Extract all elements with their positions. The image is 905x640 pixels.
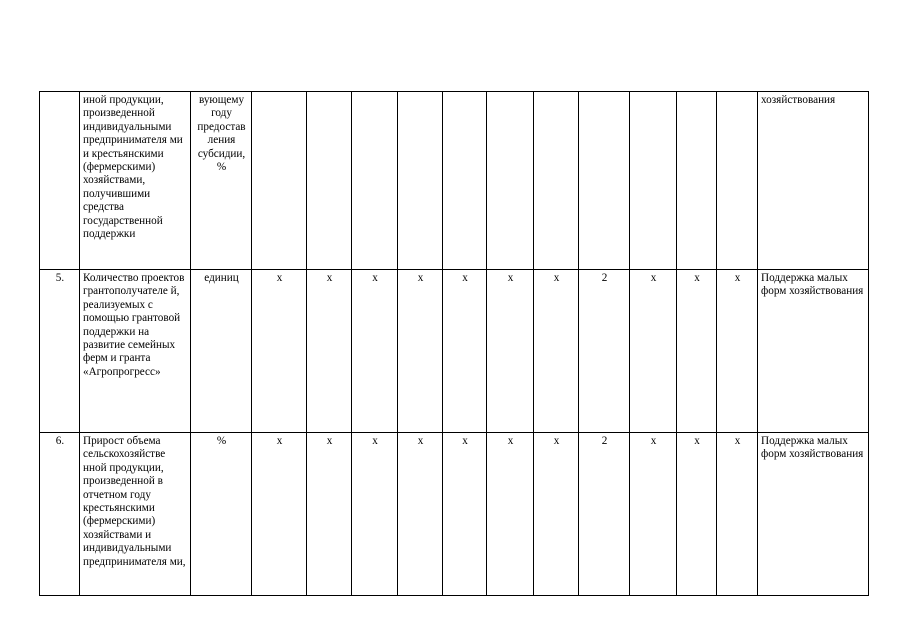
table-row <box>40 433 869 596</box>
value-cell: 2 <box>579 433 630 596</box>
unit-of-measure: вующему году предостав ления субсидии, % <box>191 92 252 270</box>
value-cell: х <box>487 433 534 596</box>
row-number: 6. <box>40 433 80 596</box>
value-cell: х <box>252 270 307 433</box>
value-cell: х <box>252 433 307 596</box>
value-cell: х <box>307 270 352 433</box>
value-cell <box>307 92 352 270</box>
row-number <box>40 92 80 270</box>
row-number: 5. <box>40 270 80 433</box>
value-cell <box>630 92 677 270</box>
unit-of-measure: % <box>191 433 252 596</box>
program-name: Поддержка малых форм хозяйствования <box>758 433 869 596</box>
table-row <box>40 270 869 433</box>
value-cell <box>398 92 443 270</box>
indicators-table <box>39 91 869 596</box>
indicator-name: иной продукции, произведенной индивидуальными предпринимателя ми и крестьянскими (фермерскими) хозяйствами, получившими средства государственной поддержки <box>80 92 191 270</box>
value-cell <box>579 92 630 270</box>
value-cell: х <box>398 433 443 596</box>
value-cell <box>717 92 758 270</box>
value-cell: х <box>352 270 398 433</box>
value-cell <box>443 92 487 270</box>
value-cell: х <box>352 433 398 596</box>
value-cell <box>487 92 534 270</box>
value-cell: х <box>443 433 487 596</box>
value-cell: х <box>443 270 487 433</box>
value-cell: х <box>677 433 717 596</box>
value-cell: х <box>307 433 352 596</box>
value-cell: х <box>534 433 579 596</box>
value-cell: х <box>717 433 758 596</box>
value-cell <box>252 92 307 270</box>
table-row <box>40 92 869 270</box>
value-cell: х <box>630 270 677 433</box>
value-cell: 2 <box>579 270 630 433</box>
value-cell: х <box>630 433 677 596</box>
program-name: хозяйствования <box>758 92 869 270</box>
value-cell: х <box>487 270 534 433</box>
program-name: Поддержка малых форм хозяйствования <box>758 270 869 433</box>
value-cell <box>677 92 717 270</box>
value-cell: х <box>398 270 443 433</box>
value-cell: х <box>534 270 579 433</box>
value-cell <box>352 92 398 270</box>
value-cell: х <box>717 270 758 433</box>
unit-of-measure: единиц <box>191 270 252 433</box>
value-cell: х <box>677 270 717 433</box>
indicator-name: Количество проектов грантополучателе й, реализуемых с помощью грантовой поддержки на развитие семейных ферм и гранта «Агропрогресс» <box>80 270 191 433</box>
value-cell <box>534 92 579 270</box>
indicator-name: Прирост объема сельскохозяйстве нной продукции, произведенной в отчетном году крестьянскими (фермерскими) хозяйствами и индивидуальными предпринимателя ми, <box>80 433 191 596</box>
